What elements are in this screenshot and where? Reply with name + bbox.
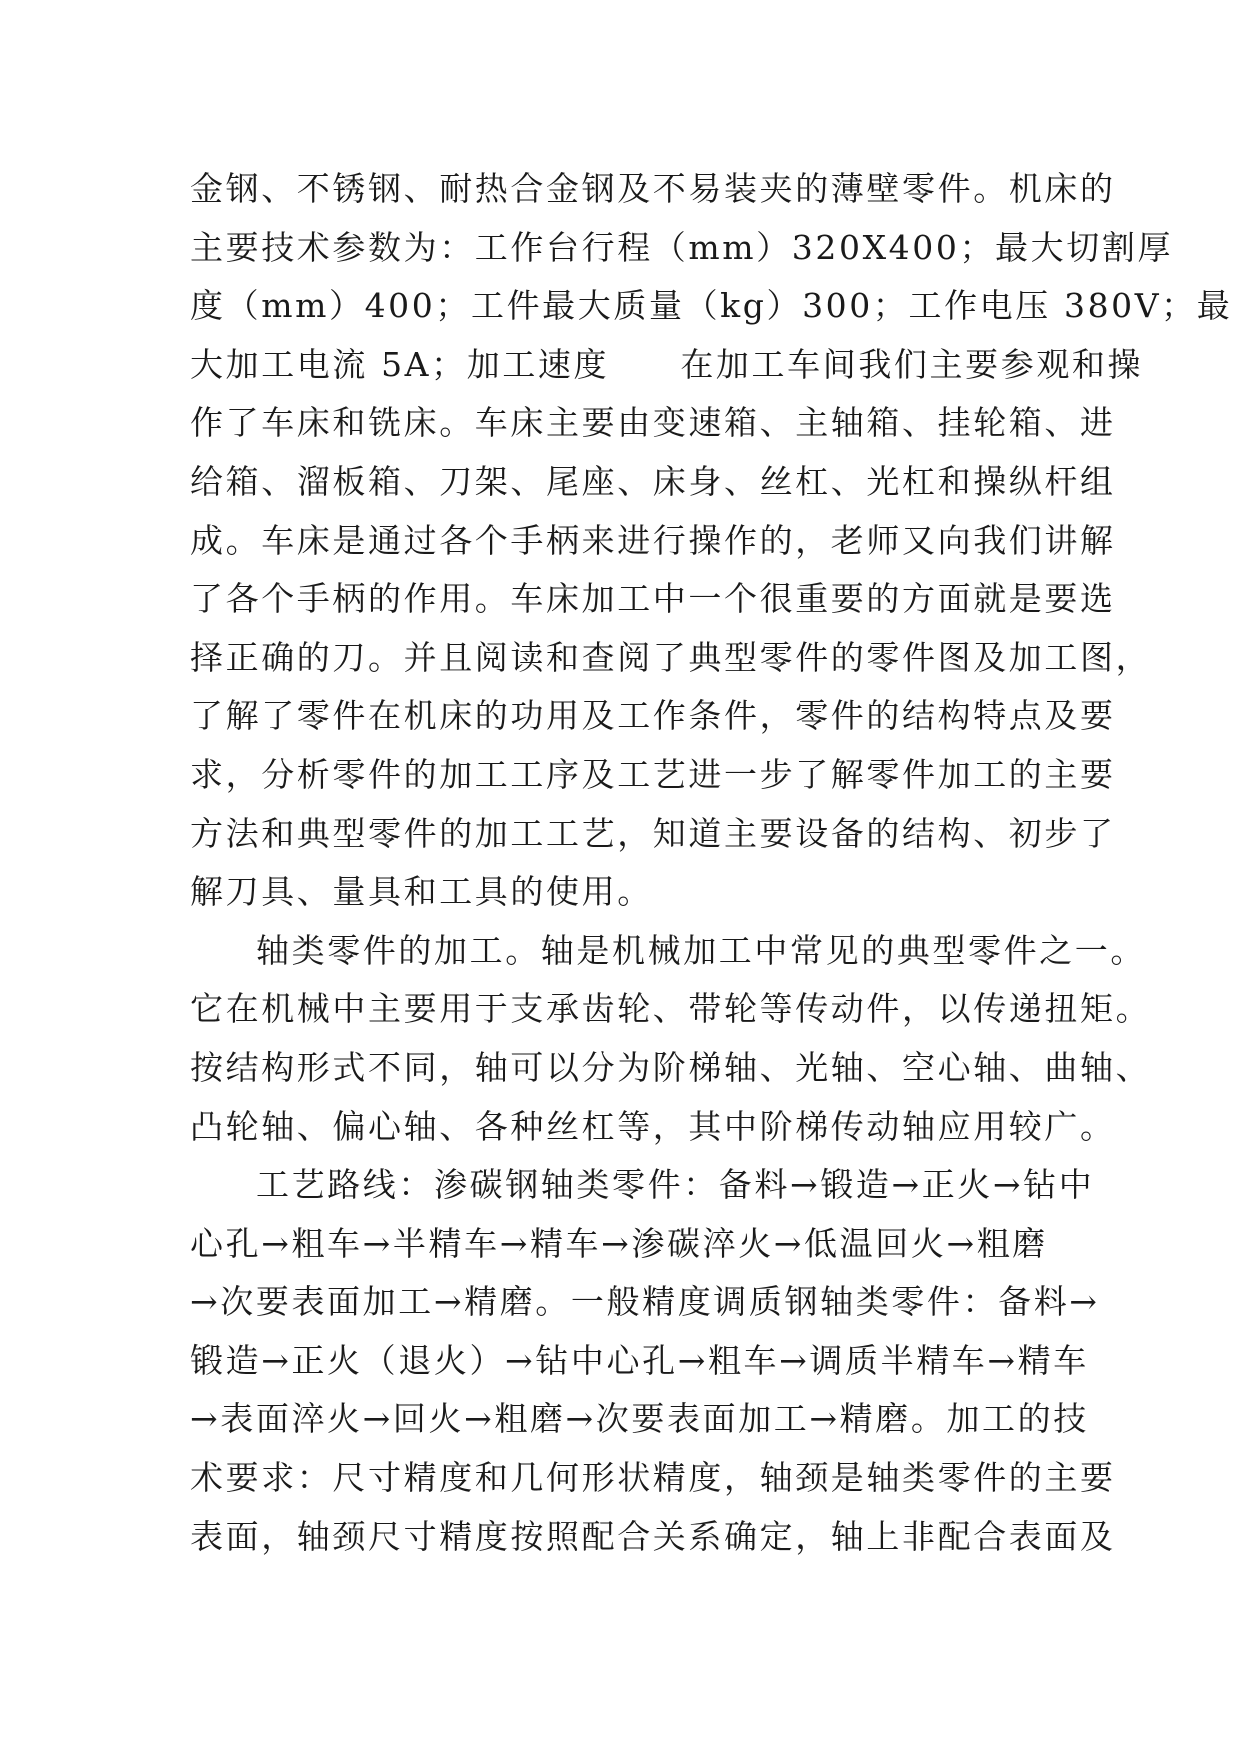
text-line: 成。车床是通过各个手柄来进行操作的，老师又向我们讲解 [190, 520, 1116, 560]
text-line: 按结构形式不同，轴可以分为阶梯轴、光轴、空心轴、曲轴、 [190, 1047, 1152, 1087]
text-line: 主要技术参数为：工作台行程（mm）320X400；最大切割厚 [190, 227, 1174, 267]
text-line: 了解了零件在机床的功用及工作条件，零件的结构特点及要 [190, 696, 1116, 736]
text-line: 大加工电流 5A；加工速度 在加工车间我们主要参观和操 [190, 344, 1144, 384]
text-line: 表面，轴颈尺寸精度按照配合关系确定，轴上非配合表面及 [190, 1516, 1116, 1556]
text-line: 解刀具、量具和工具的使用。 [190, 872, 653, 912]
body-text [190, 160, 1233, 1566]
text-line: →次要表面加工→精磨。一般精度调质钢轴类零件：备料→ [190, 1282, 1100, 1322]
text-line: 术要求：尺寸精度和几何形状精度，轴颈是轴类零件的主要 [190, 1458, 1116, 1498]
text-line: 锻造→正火（退火）→钻中心孔→粗车→调质半精车→精车 [190, 1340, 1089, 1380]
text-line: 求，分析零件的加工工序及工艺进一步了解零件加工的主要 [190, 754, 1116, 794]
text-line: 它在机械中主要用于支承齿轮、带轮等传动件，以传递扭矩。 [190, 989, 1152, 1029]
paragraph-first-line: 工艺路线：渗碳钢轴类零件：备料→锻造→正火→钻中 [256, 1165, 1095, 1205]
text-line: 了各个手柄的作用。车床加工中一个很重要的方面就是要选 [190, 579, 1116, 619]
text-line: →表面淬火→回火→粗磨→次要表面加工→精磨。加工的技 [190, 1399, 1089, 1439]
text-line: 金钢、不锈钢、耐热合金钢及不易装夹的薄壁零件。机床的 [190, 169, 1116, 208]
text-line: 心孔→粗车→半精车→精车→渗碳淬火→低温回火→粗磨 [190, 1223, 1048, 1263]
text-line: 择正确的刀。并且阅读和查阅了典型零件的零件图及加工图， [190, 637, 1152, 677]
text-line: 凸轮轴、偏心轴、各种丝杠等，其中阶梯传动轴应用较广。 [190, 1106, 1116, 1146]
text-line: 度（mm）400；工件最大质量（kg）300；工作电压 380V；最 [190, 286, 1233, 326]
text-line: 作了车床和铣床。车床主要由变速箱、主轴箱、挂轮箱、进 [190, 403, 1116, 443]
paragraph-first-line: 轴类零件的加工。轴是机械加工中常见的典型零件之一。 [256, 930, 1146, 970]
text-line: 方法和典型零件的加工工艺，知道主要设备的结构、初步了 [190, 813, 1116, 853]
text-line: 给箱、溜板箱、刀架、尾座、床身、丝杠、光杠和操纵杆组 [190, 461, 1116, 501]
